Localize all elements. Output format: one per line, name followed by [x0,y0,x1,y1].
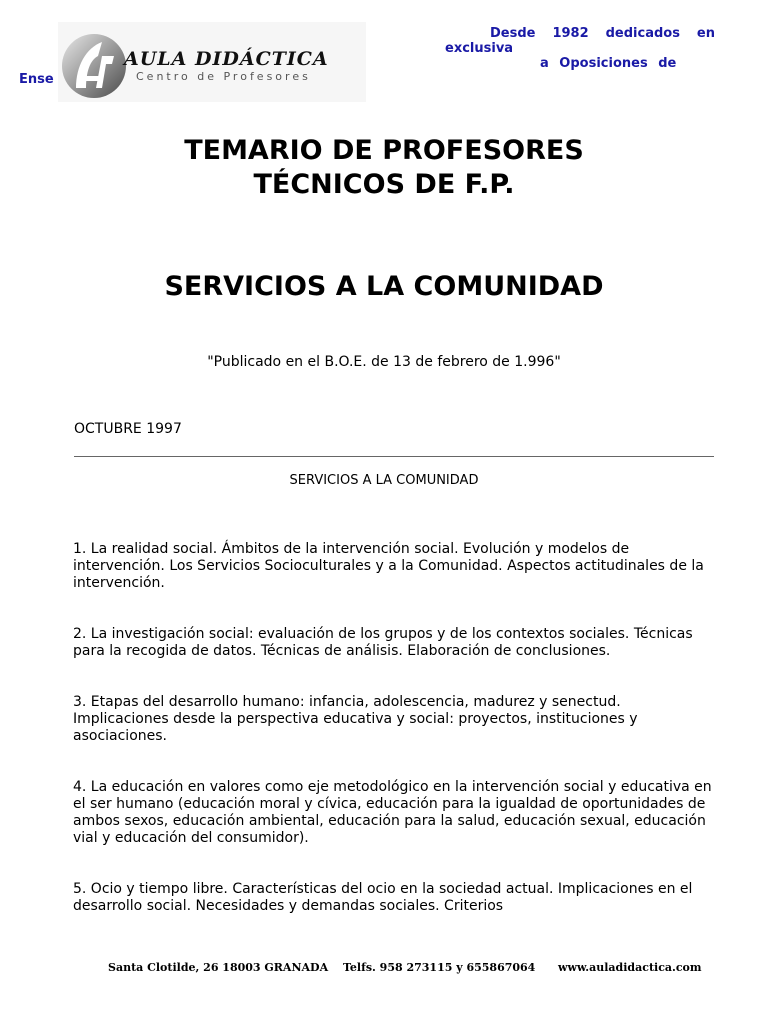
topic-list [73,541,719,949]
slogan-line-2: exclusiva [445,41,514,56]
header-slogan [445,26,715,71]
slogan-line-3: a Oposiciones de [540,56,677,71]
specialty-title: SERVICIOS A LA COMUNIDAD [164,271,604,302]
topic-item-5: 5. Ocio y tiempo libre. Características del ocio en la sociedad actual. Implicaciones en el desarrollo social. Necesidades y demandas sociales. Criterios [73,881,693,914]
title-line-2: TÉCNICOS DE F.P. [253,169,515,200]
topic-item-3: 3. Etapas del desarrollo humano: infancia, adolescencia, madurez y senectud. Implicaciones desde la perspectiva educativa y social: proyectos, instituciones y asociaciones. [73,694,638,744]
document-title [0,134,768,202]
topic-item-4: 4. La educación en valores como eje metodológico en la intervención social y educativa en el ser humano (educación moral y cívica, educación para la igualdad de oportunidades de ambos sexos, educación ambiental, educación para la salud, educación sexual, educación vial y educación del consumidor). [73,779,712,846]
section-divider [74,456,714,457]
header-fragment: Ense [19,72,54,87]
footer-phones: Telfs. 958 273115 y 655867064 [343,961,536,974]
footer-website[interactable]: www.auladidactica.com [558,961,702,974]
aula-didactica-logo [58,22,366,102]
slogan-line-1: Desde 1982 dedicados en [490,26,715,41]
logo-subtitle: Centro de Profesores [136,70,311,83]
topic-item-2: 2. La investigación social: evaluación de los grupos y de los contextos sociales. Técnicas para la recogida de datos. Técnicas de análisis. Elaboración de conclusiones. [73,626,693,659]
document-date: OCTUBRE 1997 [74,421,182,437]
footer-address: Santa Clotilde, 26 18003 GRANADA [108,961,329,974]
title-line-1: TEMARIO DE PROFESORES [184,135,584,166]
logo-title: AULA DIDÁCTICA [124,48,329,70]
logo-emblem-icon [58,26,130,100]
topic-item-1: 1. La realidad social. Ámbitos de la intervención social. Evolución y modelos de intervención. Los Servicios Socioculturales y a la Comunidad. Aspectos actitudinales de la intervención. [73,541,704,591]
section-heading: SERVICIOS A LA COMUNIDAD [289,473,479,488]
publication-note: "Publicado en el B.O.E. de 13 de febrero de 1.996" [207,354,561,370]
